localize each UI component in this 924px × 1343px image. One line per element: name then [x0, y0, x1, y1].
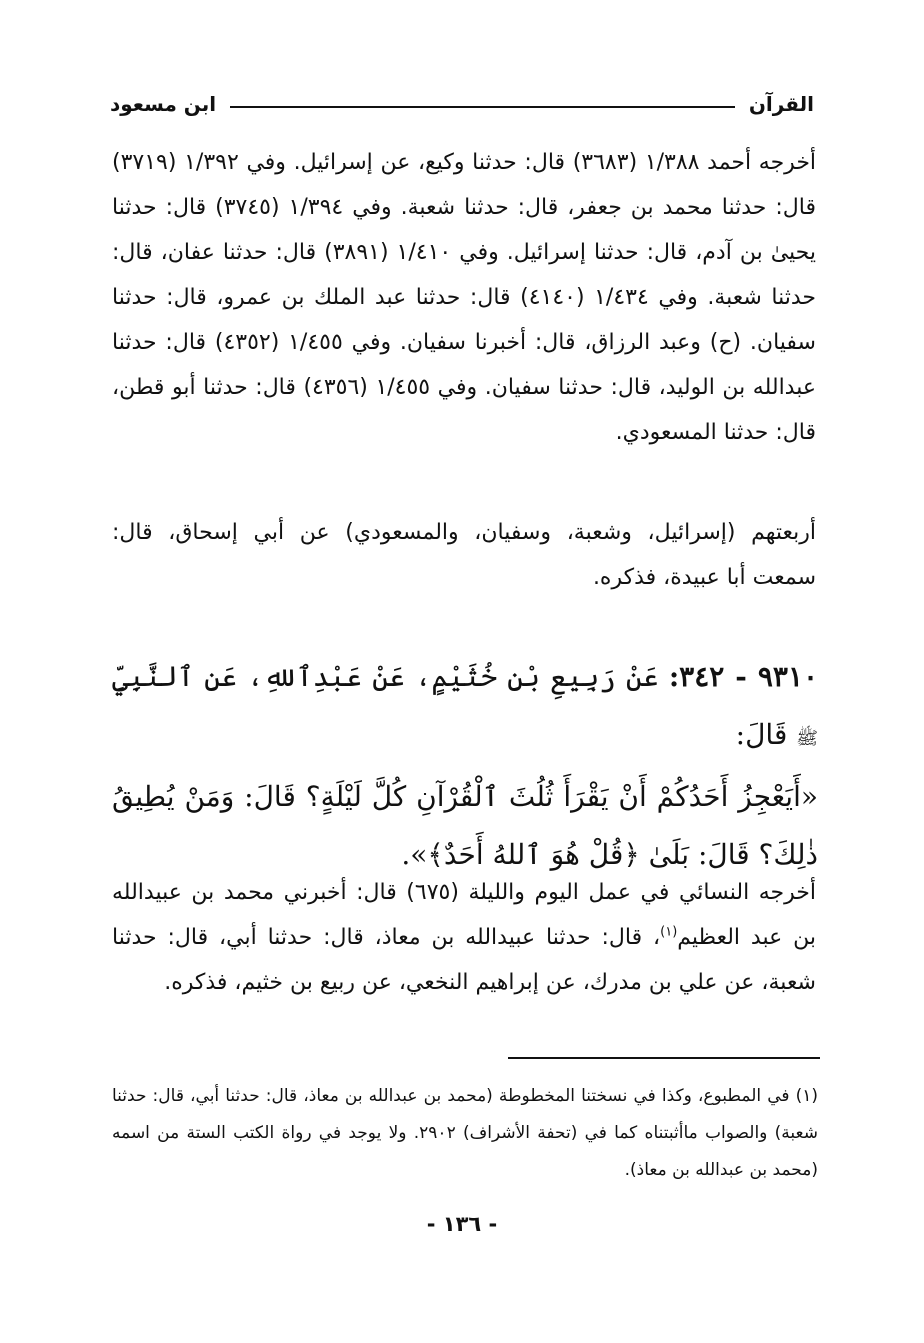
hadith-chain: عَنْ رَبِيعِ بْنِ خُثَيْمٍ، عَنْ عَبْدِٱللهِ، عَنِ ٱلنَّبِيِّ	[112, 660, 659, 693]
summary-paragraph: أربعتهم (إسرائيل، وشعبة، وسفيان، والمسعودي) عن أبي إسحاق، قال: سمعت أبا عبيدة، فذكره.	[112, 520, 816, 590]
footnote-text: (١) في المطبوع، وكذا في نسختنا المخطوطة (محمد بن عبدالله بن معاذ، قال: حدثنا أبي، قال: حدثنا شعبة) والصواب ماأثبتناه كما في (تحفة الأشراف) ٢٩٠٢. ولا يوجد في رواة الكتب الستة من اسمه (محمد بن عبدالله بن معاذ).	[112, 1086, 818, 1180]
takhrij-paragraph-1: أخرجه أحمد ١/٣٨٨ (٣٦٨٣) قال: حدثنا وكيع، عن إسرائيل. وفي ١/٣٩٢ (٣٧١٩) قال: حدثنا محمد بن جعفر، قال: حدثنا شعبة. وفي ١/٣٩٤ (٣٧٤٥) قال: حدثنا يحيىٰ بن آدم، قال: حدثنا إسرائيل. وفي ١/٤١٠ (٣٨٩١) قال: حدثنا عفان، قال: حدثنا شعبة. وفي ١/٤٣٤ (٤١٤٠) قال: حدثنا عبد الملك بن عمرو، قال: حدثنا سفيان. (ح) وعبد الرزاق، قال: أخبرنا سفيان. وفي ١/٤٥٥ (٤٣٥٢) قال: حدثنا عبدالله بن الوليد، قال: حدثنا سفيان. وفي ١/٤٥٥ (٤٣٥٦) قال: حدثنا أبو قطن، قال: حدثنا المسعودي.	[112, 150, 817, 445]
hadith-text: «أَيَعْجِزُ أَحَدُكُمْ أَنْ يَقْرَأَ ثُلُثَ ٱلْقُرْآنِ كُلَّ لَيْلَةٍ؟ قَالَ: وَمَنْ يُطِيقُ ذٰلِكَ؟ قَالَ: بَلَىٰ ﴿قُلْ هُوَ ٱللهُ أَحَدٌ﴾».	[112, 780, 818, 871]
footnote-marker[interactable]: (١)	[660, 924, 678, 940]
takhrij-2-part1: أخرجه النسائي في عمل اليوم والليلة (٦٧٥) قال: أخبرني محمد بن عبيدالله بن عبد العظيم	[112, 880, 816, 950]
takhrij-paragraph-2	[112, 870, 816, 1005]
salla-glyph: ﷺ	[796, 728, 818, 749]
hadith-number: ٩٣١٠ - ٣٤٢:	[668, 660, 819, 693]
running-header	[110, 86, 814, 122]
takhrij-2-part2: ، قال: حدثنا عبيدالله بن معاذ، قال: حدثنا أبي، قال: حدثنا شعبة، عن علي بن مدرك، عن إبراهيم النخعي، عن ربيع بن خثيم، فذكره.	[112, 925, 816, 995]
header-rule	[230, 106, 735, 108]
header-section-title: القرآن	[748, 92, 814, 116]
footnote-separator	[508, 1057, 820, 1059]
hadith-block	[112, 648, 818, 884]
header-narrator: ابن مسعود	[110, 92, 217, 116]
hadith-qala: قَالَ:	[735, 718, 788, 751]
page-number: - ١٣٦ -	[426, 1212, 498, 1236]
